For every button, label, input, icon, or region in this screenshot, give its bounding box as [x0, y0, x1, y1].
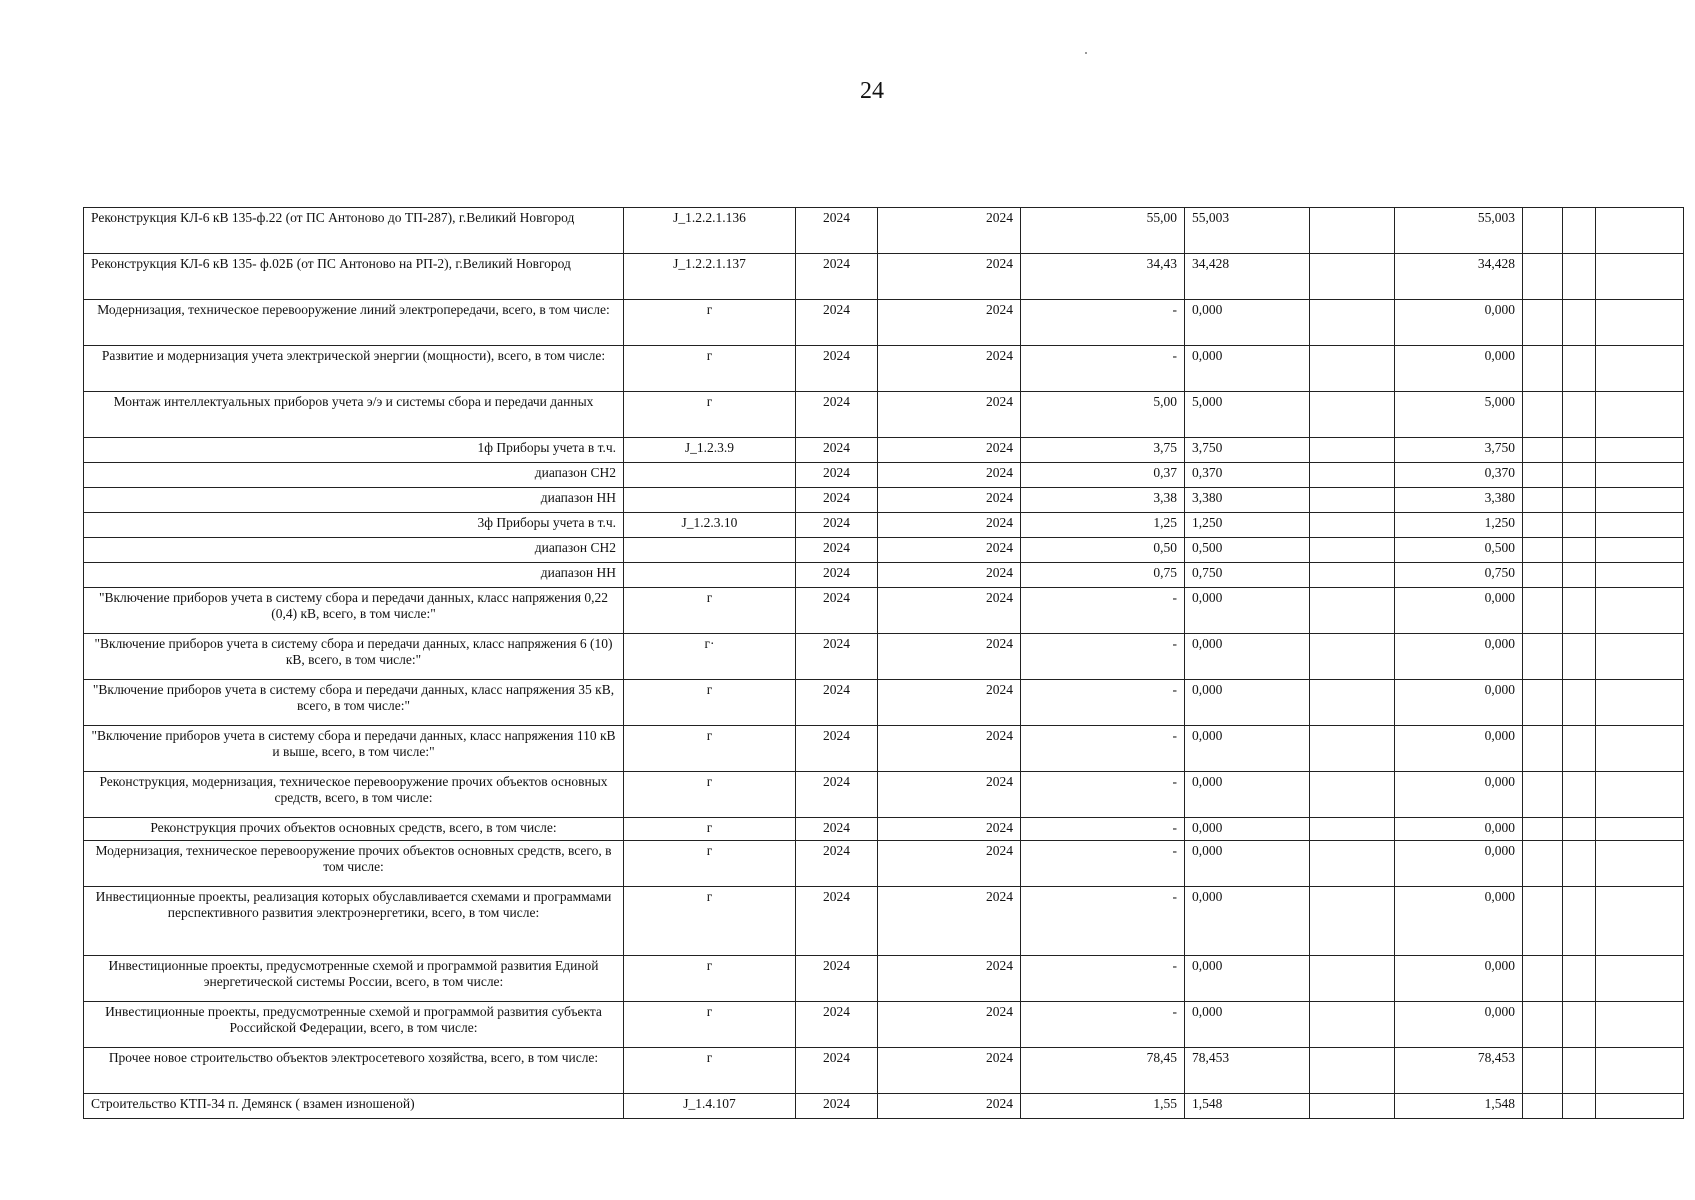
cell-empty: [1310, 956, 1395, 1002]
cell-value-2: 1,250: [1185, 513, 1310, 538]
table-row: [84, 346, 1684, 392]
cell-year-start: 2024: [796, 208, 878, 254]
cell-year-end: 2024: [878, 346, 1021, 392]
table-row: [84, 726, 1684, 772]
cell-empty: [1563, 680, 1596, 726]
cell-value-3: 0,000: [1395, 588, 1523, 634]
cell-value-2: 55,003: [1185, 208, 1310, 254]
cell-value-2: 0,000: [1185, 680, 1310, 726]
cell-code: J_1.2.3.10: [624, 513, 796, 538]
cell-value-1: -: [1021, 956, 1185, 1002]
cell-value-1: 0,37: [1021, 463, 1185, 488]
cell-empty: [1310, 726, 1395, 772]
cell-empty: [1563, 634, 1596, 680]
cell-empty: [1596, 680, 1684, 726]
cell-value-3: 0,370: [1395, 463, 1523, 488]
cell-code: г: [624, 818, 796, 841]
cell-code: г: [624, 588, 796, 634]
cell-empty: [1523, 841, 1563, 887]
cell-year-start: 2024: [796, 726, 878, 772]
cell-empty: [1310, 538, 1395, 563]
cell-value-3: 0,500: [1395, 538, 1523, 563]
cell-empty: [1310, 463, 1395, 488]
cell-year-start: 2024: [796, 1048, 878, 1094]
cell-year-end: 2024: [878, 513, 1021, 538]
cell-empty: [1596, 513, 1684, 538]
cell-empty: [1310, 1002, 1395, 1048]
cell-value-2: 0,000: [1185, 634, 1310, 680]
cell-name: 1ф Приборы учета в т.ч.: [84, 438, 624, 463]
cell-empty: [1563, 463, 1596, 488]
cell-empty: [1596, 488, 1684, 513]
cell-empty: [1523, 1002, 1563, 1048]
cell-name: Инвестиционные проекты, предусмотренные схемой и программой развития субъекта Российской Федерации, всего, в том числе:: [84, 1002, 624, 1048]
table-row: [84, 208, 1684, 254]
cell-value-3: 0,000: [1395, 346, 1523, 392]
cell-name: Строительство КТП-34 п. Демянск ( взамен изношеной): [84, 1094, 624, 1119]
cell-name: Инвестиционные проекты, реализация которых обуславливается схемами и программами перспективного развития электроэнергетики, всего, в том числе:: [84, 887, 624, 956]
cell-code: г·: [624, 634, 796, 680]
cell-name: "Включение приборов учета в систему сбора и передачи данных, класс напряжения 0,22 (0,4) кВ, всего, в том числе:": [84, 588, 624, 634]
cell-value-3: 0,000: [1395, 956, 1523, 1002]
cell-value-1: -: [1021, 841, 1185, 887]
cell-year-start: 2024: [796, 463, 878, 488]
cell-value-2: 0,750: [1185, 563, 1310, 588]
cell-value-2: 0,000: [1185, 1002, 1310, 1048]
cell-empty: [1596, 254, 1684, 300]
cell-value-2: 0,000: [1185, 726, 1310, 772]
cell-year-end: 2024: [878, 841, 1021, 887]
cell-value-3: 5,000: [1395, 392, 1523, 438]
table-row: [84, 538, 1684, 563]
cell-empty: [1523, 346, 1563, 392]
cell-empty: [1596, 956, 1684, 1002]
cell-year-start: 2024: [796, 300, 878, 346]
cell-empty: [1563, 588, 1596, 634]
cell-year-end: 2024: [878, 1094, 1021, 1119]
cell-name: Прочее новое строительство объектов электросетевого хозяйства, всего, в том числе:: [84, 1048, 624, 1094]
cell-year-start: 2024: [796, 772, 878, 818]
cell-value-1: -: [1021, 588, 1185, 634]
cell-year-end: 2024: [878, 254, 1021, 300]
cell-year-end: 2024: [878, 588, 1021, 634]
cell-empty: [1596, 588, 1684, 634]
cell-value-1: 1,55: [1021, 1094, 1185, 1119]
cell-empty: [1596, 563, 1684, 588]
cell-empty: [1310, 1048, 1395, 1094]
scan-speck: [1085, 52, 1087, 54]
table-row: [84, 841, 1684, 887]
cell-year-start: 2024: [796, 346, 878, 392]
cell-empty: [1523, 208, 1563, 254]
cell-empty: [1523, 956, 1563, 1002]
cell-name: Реконструкция КЛ-6 кВ 135- ф.02Б (от ПС Антоново на РП-2), г.Великий Новгород: [84, 254, 624, 300]
cell-value-2: 3,750: [1185, 438, 1310, 463]
cell-value-2: 0,000: [1185, 887, 1310, 956]
cell-value-2: 0,000: [1185, 588, 1310, 634]
cell-empty: [1310, 818, 1395, 841]
cell-empty: [1596, 538, 1684, 563]
cell-value-1: -: [1021, 680, 1185, 726]
cell-year-end: 2024: [878, 634, 1021, 680]
cell-empty: [1310, 438, 1395, 463]
cell-year-start: 2024: [796, 254, 878, 300]
cell-empty: [1563, 956, 1596, 1002]
cell-empty: [1563, 538, 1596, 563]
cell-year-end: 2024: [878, 538, 1021, 563]
cell-empty: [1563, 563, 1596, 588]
cell-empty: [1596, 726, 1684, 772]
cell-empty: [1596, 634, 1684, 680]
cell-empty: [1310, 772, 1395, 818]
cell-value-1: 0,50: [1021, 538, 1185, 563]
cell-empty: [1596, 818, 1684, 841]
cell-year-end: 2024: [878, 818, 1021, 841]
cell-code: г: [624, 346, 796, 392]
cell-name: "Включение приборов учета в систему сбора и передачи данных, класс напряжения 110 кВ и выше, всего, в том числе:": [84, 726, 624, 772]
cell-code: г: [624, 1048, 796, 1094]
table-row: [84, 887, 1684, 956]
cell-empty: [1310, 1094, 1395, 1119]
cell-empty: [1563, 254, 1596, 300]
cell-name: "Включение приборов учета в систему сбора и передачи данных, класс напряжения 35 кВ, всего, в том числе:": [84, 680, 624, 726]
cell-empty: [1563, 887, 1596, 956]
cell-empty: [1523, 680, 1563, 726]
cell-value-3: 78,453: [1395, 1048, 1523, 1094]
cell-code: г: [624, 841, 796, 887]
cell-name: Реконструкция КЛ-6 кВ 135-ф.22 (от ПС Антоново до ТП-287), г.Великий Новгород: [84, 208, 624, 254]
table-row: [84, 680, 1684, 726]
cell-empty: [1523, 538, 1563, 563]
cell-code: J_1.2.3.9: [624, 438, 796, 463]
cell-year-start: 2024: [796, 841, 878, 887]
cell-year-end: 2024: [878, 680, 1021, 726]
cell-value-3: 3,750: [1395, 438, 1523, 463]
cell-value-3: 0,000: [1395, 300, 1523, 346]
cell-year-end: 2024: [878, 300, 1021, 346]
cell-empty: [1596, 346, 1684, 392]
cell-year-start: 2024: [796, 538, 878, 563]
cell-empty: [1310, 488, 1395, 513]
cell-empty: [1523, 488, 1563, 513]
cell-empty: [1563, 208, 1596, 254]
cell-year-end: 2024: [878, 956, 1021, 1002]
cell-year-start: 2024: [796, 1002, 878, 1048]
cell-value-1: -: [1021, 887, 1185, 956]
cell-year-end: 2024: [878, 208, 1021, 254]
cell-value-1: 55,00: [1021, 208, 1185, 254]
cell-empty: [1596, 887, 1684, 956]
table-row: [84, 488, 1684, 513]
cell-empty: [1596, 208, 1684, 254]
cell-empty: [1310, 887, 1395, 956]
cell-empty: [1310, 841, 1395, 887]
table-row: [84, 956, 1684, 1002]
cell-year-start: 2024: [796, 438, 878, 463]
table-row: [84, 392, 1684, 438]
cell-year-start: 2024: [796, 588, 878, 634]
cell-code: [624, 538, 796, 563]
table-row: [84, 438, 1684, 463]
cell-name: Монтаж интеллектуальных приборов учета э/э и системы сбора и передачи данных: [84, 392, 624, 438]
cell-value-3: 0,000: [1395, 680, 1523, 726]
cell-empty: [1523, 887, 1563, 956]
cell-value-3: 0,000: [1395, 726, 1523, 772]
cell-empty: [1523, 1048, 1563, 1094]
cell-empty: [1310, 254, 1395, 300]
table-row: [84, 1002, 1684, 1048]
cell-value-3: 0,000: [1395, 818, 1523, 841]
cell-value-3: 0,750: [1395, 563, 1523, 588]
cell-empty: [1523, 588, 1563, 634]
cell-name: Реконструкция прочих объектов основных средств, всего, в том числе:: [84, 818, 624, 841]
page-number: 24: [860, 78, 884, 104]
cell-value-1: 3,75: [1021, 438, 1185, 463]
cell-value-3: 0,000: [1395, 887, 1523, 956]
cell-value-3: 34,428: [1395, 254, 1523, 300]
cell-empty: [1523, 513, 1563, 538]
cell-empty: [1596, 1002, 1684, 1048]
table-row: [84, 254, 1684, 300]
cell-value-3: 0,000: [1395, 841, 1523, 887]
cell-empty: [1563, 488, 1596, 513]
cell-code: J_1.4.107: [624, 1094, 796, 1119]
table-row: [84, 1048, 1684, 1094]
cell-year-start: 2024: [796, 887, 878, 956]
cell-value-1: 78,45: [1021, 1048, 1185, 1094]
cell-year-end: 2024: [878, 438, 1021, 463]
cell-empty: [1310, 563, 1395, 588]
cell-year-end: 2024: [878, 1048, 1021, 1094]
cell-empty: [1310, 346, 1395, 392]
cell-empty: [1596, 463, 1684, 488]
cell-value-1: -: [1021, 818, 1185, 841]
cell-year-start: 2024: [796, 513, 878, 538]
cell-empty: [1523, 438, 1563, 463]
table-row: [84, 300, 1684, 346]
cell-empty: [1596, 438, 1684, 463]
cell-empty: [1310, 300, 1395, 346]
cell-value-2: 0,000: [1185, 818, 1310, 841]
cell-empty: [1523, 1094, 1563, 1119]
cell-code: [624, 488, 796, 513]
cell-code: г: [624, 1002, 796, 1048]
cell-empty: [1563, 726, 1596, 772]
cell-empty: [1596, 392, 1684, 438]
cell-year-start: 2024: [796, 680, 878, 726]
cell-value-3: 55,003: [1395, 208, 1523, 254]
table-row: [84, 818, 1684, 841]
cell-value-1: -: [1021, 1002, 1185, 1048]
cell-code: г: [624, 392, 796, 438]
cell-empty: [1310, 513, 1395, 538]
cell-value-2: 0,000: [1185, 300, 1310, 346]
cell-year-start: 2024: [796, 488, 878, 513]
cell-year-start: 2024: [796, 392, 878, 438]
cell-code: J_1.2.2.1.136: [624, 208, 796, 254]
cell-value-1: -: [1021, 300, 1185, 346]
cell-year-end: 2024: [878, 1002, 1021, 1048]
cell-empty: [1563, 300, 1596, 346]
table-row: [84, 634, 1684, 680]
cell-name: Инвестиционные проекты, предусмотренные схемой и программой развития Единой энергетической системы России, всего, в том числе:: [84, 956, 624, 1002]
table-row: [84, 1094, 1684, 1119]
cell-value-3: 3,380: [1395, 488, 1523, 513]
table-row: [84, 772, 1684, 818]
cell-year-end: 2024: [878, 563, 1021, 588]
cell-name: "Включение приборов учета в систему сбора и передачи данных, класс напряжения 6 (10) кВ, всего, в том числе:": [84, 634, 624, 680]
cell-empty: [1563, 513, 1596, 538]
cell-value-2: 78,453: [1185, 1048, 1310, 1094]
cell-empty: [1596, 1094, 1684, 1119]
cell-value-1: 5,00: [1021, 392, 1185, 438]
cell-empty: [1563, 841, 1596, 887]
cell-empty: [1563, 818, 1596, 841]
cell-value-2: 0,500: [1185, 538, 1310, 563]
cell-value-1: 1,25: [1021, 513, 1185, 538]
cell-empty: [1310, 634, 1395, 680]
cell-empty: [1596, 772, 1684, 818]
cell-empty: [1563, 438, 1596, 463]
cell-value-2: 0,000: [1185, 956, 1310, 1002]
cell-code: г: [624, 772, 796, 818]
cell-year-end: 2024: [878, 392, 1021, 438]
cell-value-3: 1,548: [1395, 1094, 1523, 1119]
cell-empty: [1310, 392, 1395, 438]
cell-value-1: 0,75: [1021, 563, 1185, 588]
cell-name: Модернизация, техническое перевооружение линий электропередачи, всего, в том числе:: [84, 300, 624, 346]
table-row: [84, 588, 1684, 634]
cell-name: Модернизация, техническое перевооружение прочих объектов основных средств, всего, в том числе:: [84, 841, 624, 887]
cell-year-start: 2024: [796, 563, 878, 588]
cell-year-end: 2024: [878, 488, 1021, 513]
cell-name: Развитие и модернизация учета электрической энергии (мощности), всего, в том числе:: [84, 346, 624, 392]
cell-empty: [1563, 772, 1596, 818]
cell-year-start: 2024: [796, 634, 878, 680]
cell-code: г: [624, 300, 796, 346]
cell-empty: [1563, 346, 1596, 392]
cell-year-start: 2024: [796, 818, 878, 841]
investment-table: [83, 207, 1684, 1119]
cell-empty: [1523, 254, 1563, 300]
cell-empty: [1523, 392, 1563, 438]
cell-empty: [1596, 300, 1684, 346]
cell-empty: [1523, 634, 1563, 680]
cell-year-end: 2024: [878, 887, 1021, 956]
cell-value-1: 3,38: [1021, 488, 1185, 513]
cell-year-start: 2024: [796, 1094, 878, 1119]
cell-year-start: 2024: [796, 956, 878, 1002]
cell-code: [624, 463, 796, 488]
cell-value-2: 0,000: [1185, 772, 1310, 818]
cell-code: г: [624, 680, 796, 726]
cell-value-2: 34,428: [1185, 254, 1310, 300]
cell-code: г: [624, 956, 796, 1002]
cell-code: г: [624, 726, 796, 772]
cell-value-1: 34,43: [1021, 254, 1185, 300]
cell-empty: [1596, 1048, 1684, 1094]
cell-value-1: -: [1021, 346, 1185, 392]
cell-code: [624, 563, 796, 588]
cell-empty: [1523, 726, 1563, 772]
cell-value-2: 1,548: [1185, 1094, 1310, 1119]
cell-empty: [1563, 392, 1596, 438]
cell-empty: [1563, 1002, 1596, 1048]
cell-empty: [1563, 1094, 1596, 1119]
cell-value-1: -: [1021, 726, 1185, 772]
table-body: [84, 208, 1684, 1119]
cell-name: диапазон СН2: [84, 463, 624, 488]
cell-empty: [1523, 300, 1563, 346]
cell-name: 3ф Приборы учета в т.ч.: [84, 513, 624, 538]
cell-year-end: 2024: [878, 726, 1021, 772]
cell-value-1: -: [1021, 634, 1185, 680]
cell-empty: [1310, 588, 1395, 634]
table-row: [84, 463, 1684, 488]
cell-code: J_1.2.2.1.137: [624, 254, 796, 300]
cell-value-2: 0,370: [1185, 463, 1310, 488]
cell-value-3: 0,000: [1395, 1002, 1523, 1048]
cell-value-2: 0,000: [1185, 841, 1310, 887]
cell-code: г: [624, 887, 796, 956]
cell-empty: [1310, 208, 1395, 254]
cell-empty: [1523, 772, 1563, 818]
cell-value-3: 0,000: [1395, 634, 1523, 680]
cell-year-end: 2024: [878, 772, 1021, 818]
cell-empty: [1523, 463, 1563, 488]
cell-value-3: 0,000: [1395, 772, 1523, 818]
cell-empty: [1523, 818, 1563, 841]
cell-value-2: 0,000: [1185, 346, 1310, 392]
cell-name: диапазон НН: [84, 563, 624, 588]
cell-value-1: -: [1021, 772, 1185, 818]
cell-name: диапазон СН2: [84, 538, 624, 563]
cell-empty: [1563, 1048, 1596, 1094]
table-row: [84, 563, 1684, 588]
cell-name: диапазон НН: [84, 488, 624, 513]
cell-name: Реконструкция, модернизация, техническое перевооружение прочих объектов основных средств, всего, в том числе:: [84, 772, 624, 818]
cell-value-2: 5,000: [1185, 392, 1310, 438]
cell-year-end: 2024: [878, 463, 1021, 488]
cell-empty: [1310, 680, 1395, 726]
cell-value-2: 3,380: [1185, 488, 1310, 513]
table-row: [84, 513, 1684, 538]
cell-empty: [1523, 563, 1563, 588]
cell-empty: [1596, 841, 1684, 887]
cell-value-3: 1,250: [1395, 513, 1523, 538]
